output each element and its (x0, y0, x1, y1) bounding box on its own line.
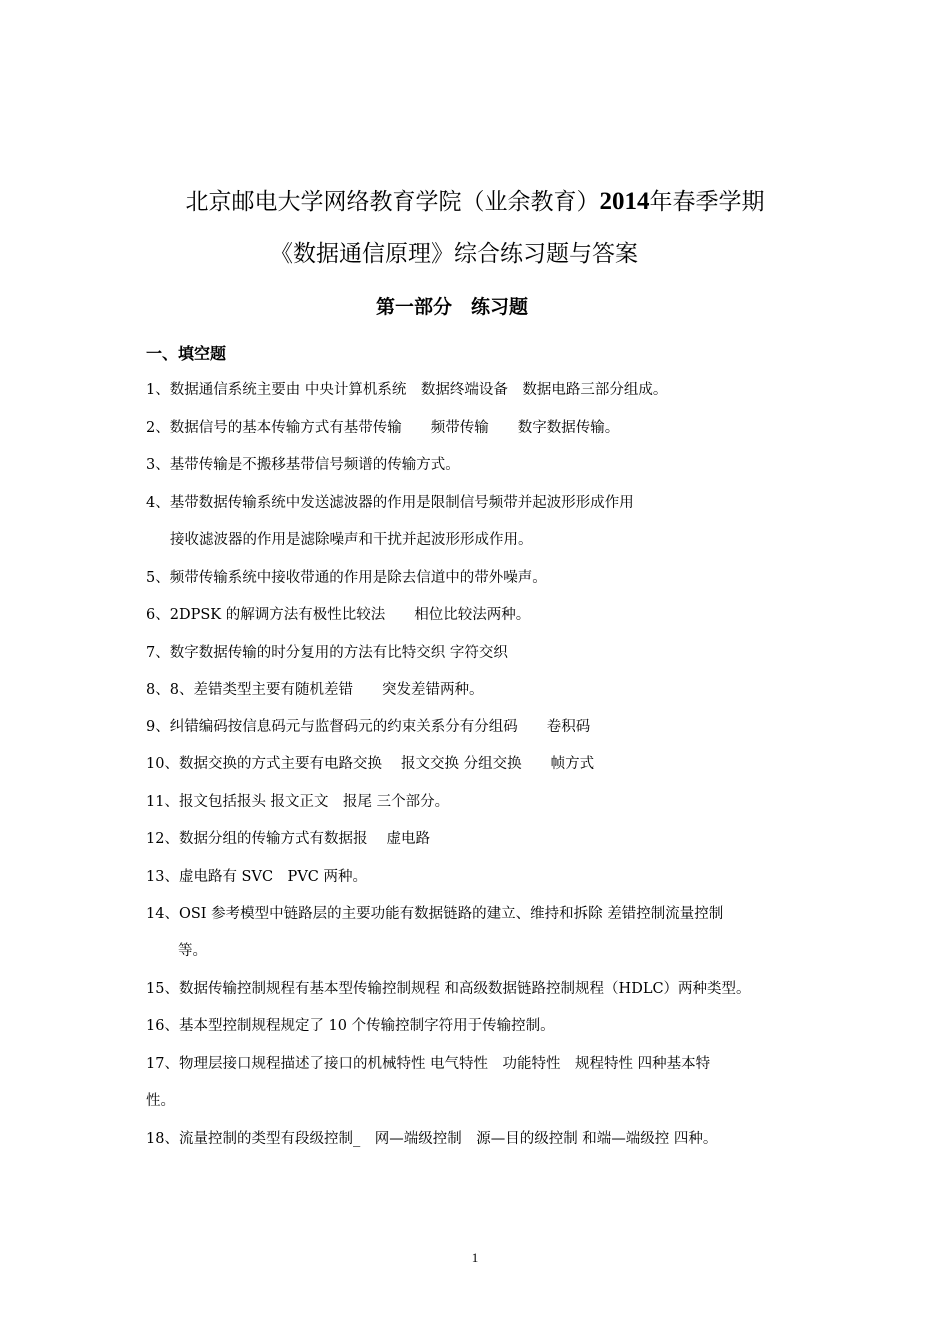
question-8: 8、8、差错类型主要有随机差错 突发差错两种。 (146, 682, 484, 698)
question-13: 13、虚电路有 SVC PVC 两种。 (146, 869, 367, 885)
question-10: 10、数据交换的方式主要有电路交换 报文交换 分组交换 帧方式 (146, 756, 595, 772)
part-heading: 第一部分 练习题 (375, 296, 528, 318)
question-17-continued: 性。 (146, 1093, 175, 1109)
question-5: 5、频带传输系统中接收带通的作用是除去信道中的带外噪声。 (146, 570, 547, 586)
question-11: 11、报文包括报头 报文正文 报尾 三个部分。 (146, 794, 450, 810)
title-suffix: 年春季学期 (649, 189, 765, 215)
question-18: 18、流量控制的类型有段级控制_ 网—端级控制 源—目的级控制 和端—端级控 四种。 (146, 1131, 718, 1147)
document-title (0, 184, 950, 220)
question-4: 4、基带数据传输系统中发送滤波器的作用是限制信号频带并起波形形成作用 (146, 495, 634, 511)
question-6: 6、2DPSK 的解调方法有极性比较法 相位比较法两种。 (146, 607, 531, 623)
title-prefix: 北京邮电大学网络教育学院（业余教育） (185, 189, 600, 215)
title-year: 2014 (599, 188, 650, 215)
document-subtitle: 《数据通信原理》综合练习题与答案 (270, 241, 638, 267)
question-2: 2、数据信号的基本传输方式有基带传输 频带传输 数字数据传输。 (146, 420, 620, 436)
question-15: 15、数据传输控制规程有基本型传输控制规程 和高级数据链路控制规程（HDLC）两种类型。 (146, 981, 751, 997)
question-9: 9、纠错编码按信息码元与监督码元的约束关系分有分组码 卷积码 (146, 719, 591, 735)
question-14: 14、OSI 参考模型中链路层的主要功能有数据链路的建立、维持和拆除 差错控制流量控制 (146, 906, 724, 922)
question-4-continued: 接收滤波器的作用是滤除噪声和干扰并起波形形成作用。 (170, 532, 533, 548)
question-16: 16、基本型控制规程规定了 10 个传输控制字符用于传输控制。 (146, 1018, 555, 1034)
question-17: 17、物理层接口规程描述了接口的机械特性 电气特性 功能特性 规程特性 四种基本特 (146, 1056, 711, 1072)
question-3: 3、基带传输是不搬移基带信号频谱的传输方式。 (146, 457, 460, 473)
question-7: 7、数字数据传输的时分复用的方法有比特交织 字符交织 (146, 645, 508, 661)
question-12: 12、数据分组的传输方式有数据报 虚电路 (146, 831, 431, 847)
question-1: 1、数据通信系统主要由 中央计算机系统 数据终端设备 数据电路三部分组成。 (146, 382, 668, 398)
section-heading: 一、填空题 (146, 344, 227, 363)
question-14-continued: 等。 (178, 943, 207, 959)
page-number: 1 (471, 1250, 479, 1265)
